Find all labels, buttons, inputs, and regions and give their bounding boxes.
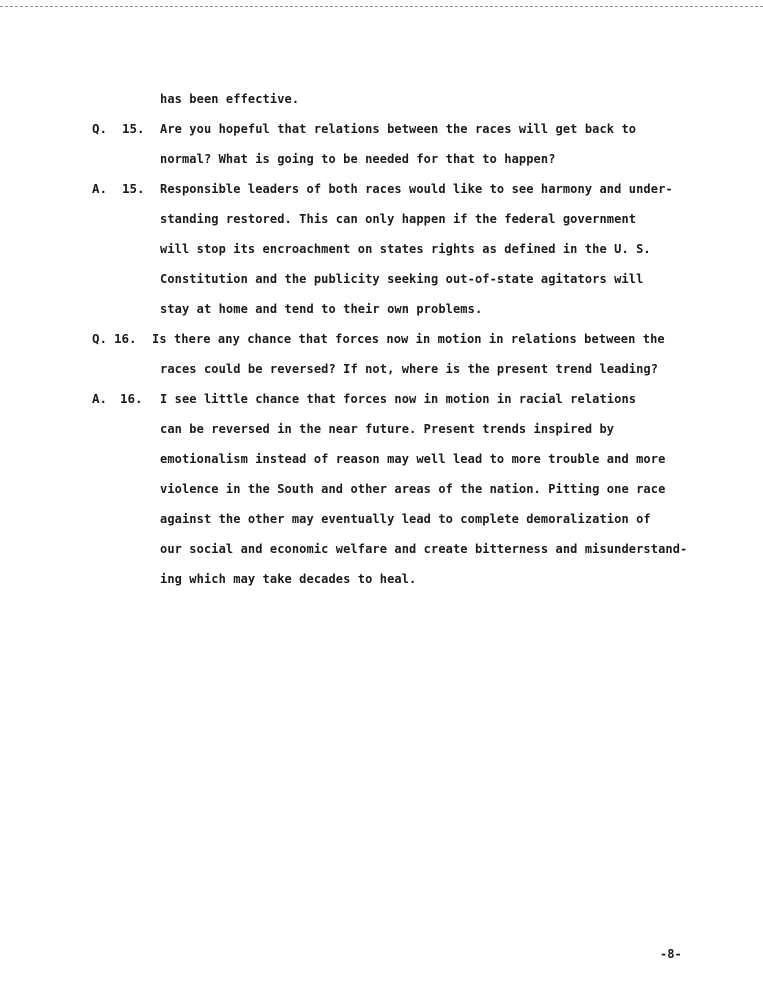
- text-line: standing restored. This can only happen if the federal government: [160, 212, 637, 226]
- item-number: 15.: [122, 181, 145, 196]
- text-line: violence in the South and other areas of the nation. Pitting one race: [160, 482, 666, 496]
- item-number: 15.: [122, 121, 145, 136]
- item-label: Q.: [92, 331, 108, 346]
- text-line: stay at home and tend to their own problems.: [160, 302, 483, 316]
- text-line: against the other may eventually lead to complete demoralization of: [160, 512, 651, 526]
- item-number: 16.: [120, 391, 143, 406]
- continuation-line: has been effective.: [160, 92, 300, 106]
- text-line: emotionalism instead of reason may well lead to more trouble and more: [160, 452, 666, 466]
- text-line: normal? What is going to be needed for that to happen?: [160, 152, 556, 166]
- text-line: can be reversed in the near future. Present trends inspired by: [160, 422, 615, 436]
- item-label: Q.: [92, 121, 108, 136]
- item-number: 16.: [114, 331, 137, 346]
- text-line: ing which may take decades to heal.: [160, 572, 417, 586]
- text-line: our social and economic welfare and create bitterness and misunderstand-: [160, 542, 688, 556]
- text-line: Is there any chance that forces now in motion in relations between the: [152, 332, 665, 346]
- text-line: races could be reversed? If not, where is the present trend leading?: [160, 362, 659, 376]
- item-label: A.: [92, 391, 108, 406]
- text-line: will stop its encroachment on states rights as defined in the U. S.: [160, 242, 651, 256]
- text-line: Responsible leaders of both races would like to see harmony and under-: [160, 182, 673, 196]
- page-number: -8-: [660, 947, 682, 961]
- item-label: A.: [92, 181, 108, 196]
- text-line: Constitution and the publicity seeking out-of-state agitators will: [160, 272, 644, 286]
- text-line: I see little chance that forces now in motion in racial relations: [160, 392, 637, 406]
- page-top-edge: [0, 6, 763, 7]
- text-line: Are you hopeful that relations between the races will get back to: [160, 122, 637, 136]
